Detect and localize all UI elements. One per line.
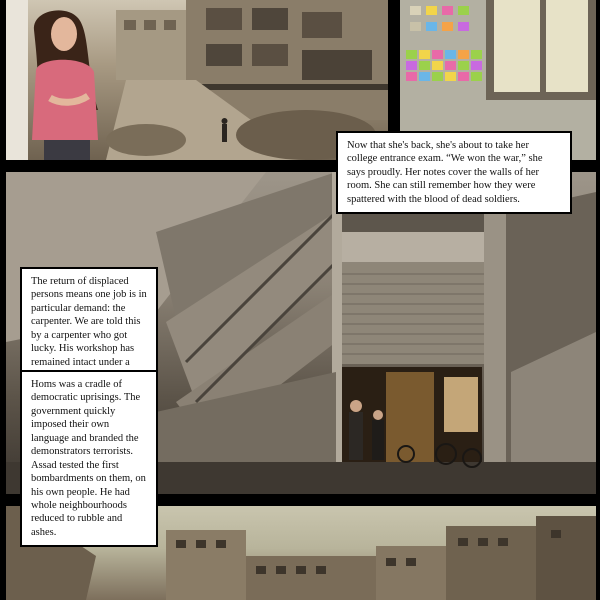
caption-carpenter: The return of displaced persons means one job is in particular demand: the carpenter. We are told this by a carpenter who got lucky. His workshop has remained intact under a (20, 267, 158, 391)
street-scene-illustration (6, 0, 388, 160)
caption-college-exam: Now that she's back, she's about to take her college entrance exam. “We won the war,” she says proudly. Her notes cover the walls of her room. She can still remember how they were spattered with the blood of dead soldiers. (336, 131, 572, 214)
panel-street-girl (6, 0, 388, 160)
caption-homs: Homs was a cradle of democratic uprisings. The government quickly imposed their own language and branded the demonstrators terrorists. Assad tested the first bombardments on them, on his own people. He had whole neighbourhoods reduced to rubble and ashes. (20, 370, 158, 547)
